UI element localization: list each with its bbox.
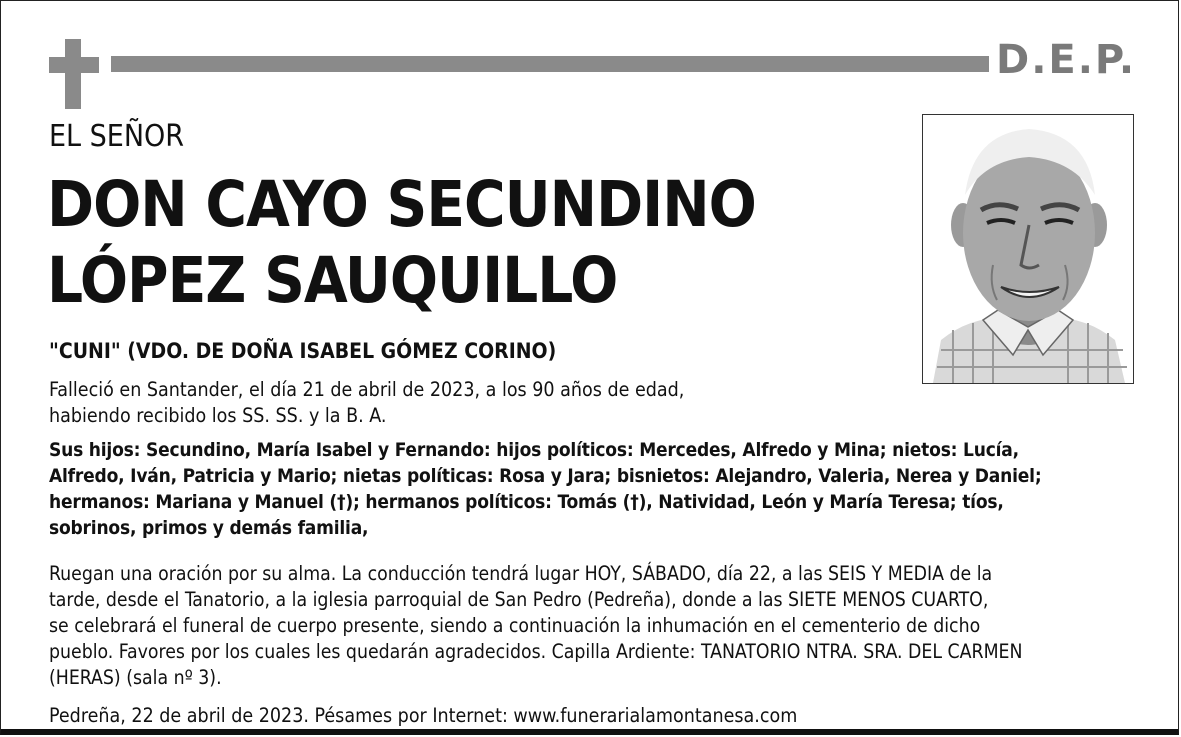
name-line-1: DON CAYO SECUNDINO xyxy=(47,168,756,241)
family-line: Sus hijos: Secundino, María Isabel y Fernando: hijos políticos: Mercedes, Alfredo y Mina; nietos: Lucía, xyxy=(49,439,1019,461)
death-details xyxy=(49,377,809,429)
dep-label: D.E.P. xyxy=(996,37,1137,83)
footer-note: Pedreña, 22 de abril de 2023. Pésames por Internet: www.funerarialamontanesa.com xyxy=(49,704,798,727)
service-line: (HERAS) (sala nº 3). xyxy=(49,666,222,689)
service-line: se celebrará el funeral de cuerpo presente, siendo a continuación la inhumación en el cementerio de dicho xyxy=(49,614,981,637)
honorific: EL SEÑOR xyxy=(49,119,185,154)
family-list xyxy=(49,437,1174,541)
death-line: habiendo recibido los SS. SS. y la B. A. xyxy=(49,404,387,427)
service-line: Ruegan una oración por su alma. La conducción tendrá lugar HOY, SÁBADO, día 22, a las SEIS Y MEDIA de la xyxy=(49,562,993,585)
family-line: Alfredo, Iván, Patricia y Mario; nietas políticas: Rosa y Jara; bisnietos: Alejandro, Valeria, Nerea y Daniel; xyxy=(49,465,1042,487)
header-rule xyxy=(111,56,989,72)
death-line: Falleció en Santander, el día 21 de abril de 2023, a los 90 años de edad, xyxy=(49,378,685,401)
deceased-name xyxy=(47,167,756,319)
service-line: tarde, desde el Tanatorio, a la iglesia parroquial de San Pedro (Pedreña), donde a las SIETE MENOS CUARTO, xyxy=(49,588,989,611)
family-line: sobrinos, primos y demás familia, xyxy=(49,517,369,539)
portrait-photo xyxy=(922,114,1134,384)
service-line: pueblo. Favores por los cuales les quedarán agradecidos. Capilla Ardiente: TANATORIO NTRA. SRA. DEL CARMEN xyxy=(49,640,1023,663)
nickname-line: "CUNI" (VDO. DE DOÑA ISABEL GÓMEZ CORINO) xyxy=(49,339,557,363)
name-line-2: LÓPEZ SAUQUILLO xyxy=(47,244,618,317)
portrait-image xyxy=(923,115,1133,383)
family-line: hermanos: Mariana y Manuel (†); hermanos políticos: Tomás (†), Natividad, León y María Teresa; tíos, xyxy=(49,491,1004,513)
cross-icon xyxy=(49,39,99,109)
service-details xyxy=(49,561,1169,691)
